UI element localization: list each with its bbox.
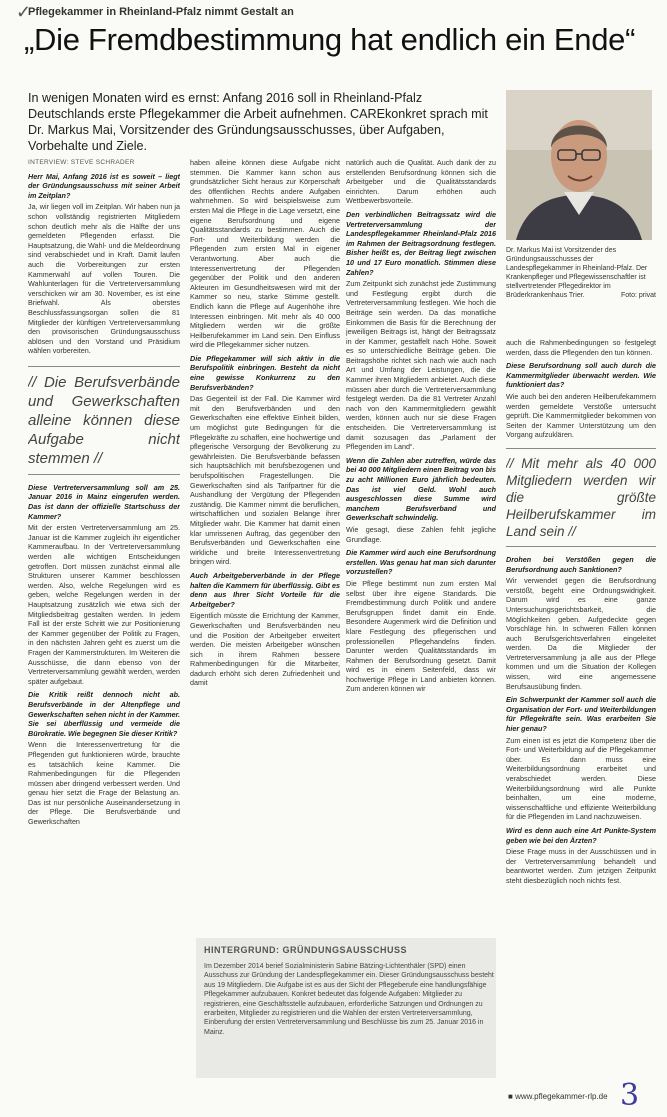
handwritten-check-mark: ✓: [16, 2, 32, 23]
column-3: [346, 158, 496, 928]
kicker: Pflegekammer in Rheinland-Pfalz nimmt Gestalt an: [28, 6, 294, 18]
page-number: 3: [620, 1078, 640, 1113]
answer: Wie gesagt, diese Zahlen fehlt jegliche Grundlage.: [346, 524, 496, 544]
answer: Ja, wir liegen voll im Zeitplan. Wir haben nun ja schon vollständig registrierten Mitgliedern schon deutlich mehr als die Hälfte der uns gemeldeten Pflegenden erfasst. Die Hauptsatzung, die Wahl- und die Meldeordnung sind verabschiedet und in Kraft. Damit laufen auch die Vorbereitungen zur ersten Kammerwahl auf vollen Touren. Die Wahlunterlagen für die Vertreterversammlung verschicken wir am 30. November, es ist eine Briefwahl. Als oberstes Beschlussfassungsorgan sollen die 81 Mitglieder der künftigen Vertreterversammlung den provisorischen Gründungsausschuss ablösen und den Vorstand und Präsidium wählen vorbereiten.: [28, 202, 180, 356]
pull-quote: // Mit mehr als 40 000 Mitgliedern werden wir die größte Heilberufskammer im Land sein //: [506, 455, 656, 539]
question: Drohen bei Verstößen gegen die Berufsordnung auch Sanktionen?: [506, 554, 656, 574]
column-4: [506, 338, 656, 1088]
answer: Wenn die Interessenvertretung für die Pflegenden gut funktionieren würde, brauchte es tatsächlich keine Kammer. Die Rahmenbedingungen für die Pflegenden müssen aber dringend verbessert werden. Und genau hier setzt die Frage der Belastung an. Das ist nur persönliche Auseinandersetzung in der Pflege. Die Berufsverbände und Gewerkschaften: [28, 740, 180, 827]
website-url: www.pflegekammer-rlp.de: [515, 1092, 608, 1101]
pull-quote: // Die Berufsverbände und Gewerkschaften alleine können diese Aufgabe nicht stemmen //: [28, 373, 180, 467]
question: Diese Berufsordnung soll auch durch die Kammermitglieder überwacht werden. Wie funktioniert das?: [506, 361, 656, 390]
answer: haben alleine können diese Aufgabe nicht stemmen. Die Kammer kann schon aus grundsätzlicher Sicht heraus zur Körperschaft des öffentlichen Rechts andere Aufgaben wahrnehmen. So wird beispielsweise zum ersten Mal die Pflege in die Lage versetzt, eine eigene Berufsordnung und eigene Qualitätsstandards zu bestimmen. Auch die Fort- und Weiterbildung werden die Pflegenden zum ersten Mal in eigener Verantwortung. Aber auch die Interessenvertretung der Pflegenden gegenüber der Politik und den anderen Akteuren im Gesundheitswesen wird mit der Kammer so neu, starke Stimme gestellt. Endlich kann die Pflege auf Augenhöhe ihre Interessen einbringen. Mit mehr als 40 000 Mitgliedern werden wir die größte Heilberufekammer im Land sein. Den Einfluss wird die Pflegekammer sicher nutzen.: [190, 158, 340, 350]
question: Den verbindlichen Beitragssatz wird die Vertreterversammlung der Landespflegekammer Rheinland-Pfalz 2016 im Rahmen der Beitragsordnung festlegen. Bisher heißt es, der Beitrag liegt zwischen 10 und 17 Euro monatlich. Stimmen diese Zahlen?: [346, 209, 496, 277]
divider: [506, 546, 656, 547]
divider: [506, 448, 656, 449]
photo-caption: [506, 246, 656, 300]
question: Die Kritik reißt dennoch nicht ab. Berufsverbände in der Altenpflege und Gewerkschaften sehen nicht in der Kammer. Sie sei überflüssig und vermeide die Bürokratie. Wie begegnen Sie dieser Kritik?: [28, 690, 180, 738]
column-2: [190, 158, 340, 928]
portrait-photo: [506, 90, 652, 240]
answer: Das Gegenteil ist der Fall. Die Kammer wird mit den Berufsverbänden und den Gewerkschaften eine effektive Einheit bilden, um möglichst gute Bedingungen für die Pflegekräfte zu schaffen, eine hochwertige und pflegerische Versorgung der Bevölkerung zu gewährleisten. Die Berufsverbände befassen sich hauptsächlich mit berufsbezogenen und berufspolitischen Fragestellungen. Die Gewerkschaften sind als Tarifpartner für die Aushandlung der Vergütung der Pflegenden zuständig. Die Kammer nimmt die beruflichen, wirtschaftlichen und sozialen Belange ihrer Mitglieder wahr. Die Kammer hat damit einen klar umrissenen Auftrag, das gegenüber den Berufsverbänden und Gewerkschaften eine wirkliche und breite Interessenvertretung bringen wird.: [190, 394, 340, 567]
question: Auch Arbeitgeberverbände in der Pflege halten die Kammern für überflüssig. Gibt es denn aus Ihrer Sicht Vorteile für die Arbeitgeber?: [190, 570, 340, 609]
byline: INTERVIEW: STEVE SCHRADER: [28, 159, 135, 166]
answer: Zum einen ist es jetzt die Kompetenz über die Fort- und Weiterbildung auf die Pflegekammer über. Es dann muss eine Weiterbildungsordnung erarbeitet und verabschiedet werden. Diese Weiterbildungsordnung wird alle Punkte beinhalten, um eine moderne, wissenschaftliche und effiziente Weiterbildung für die Pflegenden im Land nachzuweisen.: [506, 735, 656, 822]
question: Ein Schwerpunkt der Kammer soll auch die Organisation der Fort- und Weiterbildungen für Pflegekräfte sein. Was erarbeiten Sie hier genau?: [506, 695, 656, 734]
background-text: Im Dezember 2014 berief Sozialministerin Sabine Bätzing-Lichtenthäler (SPD) einen Ausschuss zur Gründung der Landespflegekammer ein. Dieser Gründungsausschuss besteht aus 19 Mitgliedern. Die Aufgabe ist es aus der Sicht der Pflegeberufe eine handlungsfähige Pflegekammer aufzubauen. Konkret bedeutet das folgende Aufgaben: Mitglieder zu registrieren, eine Geschäftsstelle aufzubauen, erforderliche Satzungen und Ordnungen zu erarbeiten, Mitglieder zu registrieren und die Wahlen der ersten Vertreterversammlung, Einberufung der ersten Vertreterversammlung und Beschlüsse bis zum 25. Januar 2016 in Mainz.: [204, 963, 494, 1036]
background-heading: HINTERGRUND: GRÜNDUNGSAUSSCHUSS: [204, 945, 408, 955]
divider: [28, 474, 180, 475]
question: Herr Mai, Anfang 2016 ist es soweit – liegt der Gründungsausschuss mit seiner Arbeit im Zeitplan?: [28, 171, 180, 200]
answer: Diese Frage muss in der Ausschüssen und in der Vertreterversammlung behandelt und beantwortet werden. Zum jetzigen Zeitpunkt steht diesbezüglich noch nichts fest.: [506, 847, 656, 885]
answer: Mit der ersten Vertreterversammlung am 25. Januar ist die Kammer zugleich ihr eigentlicher Kammeraufbau. In der Vertreterversammlung werden alle wichtigen Entscheidungen getroffen. Dort müssen zunächst einmal alle Strukturen unserer Kammer beschlossen werden. Also, welche Regelungen wird es geben, welche Regelungen werden in der Hauptsatzung zusätzlich wie etwa sich der Mitgliedsbeitrag gestalten werden. In jedem Fall ist der erste Schritt wie zur Positionierung der Kammer gegenüber der Politik zu Fragen, in den nächsten Jahren geht es zuerst um die Fragen der Kammerstrukturen. Im Weiteren die Ausschüsse, die dann ebenso von der Vertreterversammlung gewählt werden, werden später aufgebaut.: [28, 523, 180, 686]
page-title: „Die Fremdbestimmung hat endlich ein Ende“: [24, 22, 636, 57]
question: Diese Vertreterversammlung soll am 25. Januar 2016 in Mainz eingerufen werden. Das ist dann der offizielle Startschuss der Kammer?: [28, 482, 180, 521]
answer: Die Pflege bestimmt nun zum ersten Mal selbst über ihre eigene Standards. Die Fremdbestimmung durch Politik und andere Berufsgruppen findet damit ein Ende. Besondere Augenmerk wird die Definition und klare Festlegung des pflegerischen und professionellen Pflegehandelns finden. Darunter werden Qualitätsstandards im Rahmen der Berufsordnung gesetzt. Damit wird es in einem Seitenfeld, dass wir hochwertige Pflege in Land anbieten können. Zum anderen können wir: [346, 578, 496, 694]
question: Die Kammer wird auch eine Berufsordnung erstellen. Was genau hat man sich darunter vorzustellen?: [346, 548, 496, 577]
answer: Zum Zeitpunkt sich zunächst jede Zustimmung und Festlegung ergibt durch die Vertreterversammlung festlegen. Wie hoch die Beiträge sein werden. Da das monatliche Einkommen die Basis für die Berechnung der jeweiligen Beitrags ist, hängt der Beitragssatz in der Kammer, gestaffelt nach Höhe. Soweit es so unterschiedliche Beiträge geben. Die Beitragshöhe richtet sich nach wie auch nach Art und Umfang der Leistungen, die die Kammer ihren Mitgliedern anbietet. Auch diese müssen aber durch die Vertreterversammlung festgelegt werden. Da die 81 Vertreter Anzahl nach von den Kammermitgliedern gewählt werden, können auch nur sie diese Fragen entscheiden. Die Vertreterversammlung ist damit sozusagen das „Parlament der Pflegenden im Land“.: [346, 279, 496, 452]
photo-credit: Foto: privat: [620, 292, 656, 299]
caption-text: Dr. Markus Mai ist Vorsitzender des Gründungsausschusses der Landespflegekammer in Rheinland-Pfalz. Der Krankenpfleger und Pflegewissenschaftler ist stellvertretender Pflegedirektor im Brüderkrankenhaus Trier.: [506, 247, 648, 299]
divider: [28, 366, 180, 367]
question: Die Pflegekammer will sich aktiv in die Berufspolitik einbringen. Besteht da nicht eine gewisse Konkurrenz zu den Berufsverbänden?: [190, 353, 340, 392]
answer: Wir verwendet gegen die Berufsordnung verstößt, begeht eine Ordnungswidrigkeit. Darum wird es eine ganze Untersuchungsgerichtsbarkeit, die Möglichkeiten geben. Aufgedeckte gegen Vorschläge hin. In schweren Fällen können auch Berufsgerichtsverfahren eingeleitet werden. Da die Mitglieder der Vertreterversammlung ja alle aus der Pflege kommen und um die Situation der Kollegen wissen, wird eine angemessene Berufsausübung finden.: [506, 576, 656, 691]
answer: Eigentlich müsste die Errichtung der Kammer, Gewerkschaften und Berufsverbänden neu und die Position der Arbeitgeber erweitert werden. Die meisten Arbeitgeber wünschen sich in ihrem Rahmen bessere Rahmenbedingungen für die Mitarbeiter, dadurch erhöht sich deren Zufriedenheit und damit: [190, 611, 340, 688]
question: Wenn die Zahlen aber zutreffen, würde das bei 40 000 Mitgliedern einen Beitrag von bis zu acht Millionen Euro jährlich bedeuten. Das ist viel Geld. Wohl auch ausgeschlossen diese Summe wird manchem Berufsverband und Gewerkschaft schwindelig.: [346, 455, 496, 523]
answer: auch die Rahmenbedingungen so festgelegt werden, dass die Pflegenden den tun können.: [506, 338, 656, 357]
lead-paragraph: In wenigen Monaten wird es ernst: Anfang 2016 soll in Rheinland-Pfalz Deutschlands erste Pflegekammer die Arbeit aufnehmen. CAREkonkret sprach mit Dr. Markus Mai, Vorsitzender des Gründungsausschusses, über Aufgaben, Vorbehalte und Ziele.: [28, 91, 488, 153]
square-bullet-icon: ■: [508, 1092, 516, 1101]
answer: Wie auch bei den anderen Heilberufekammern werden gemeldete Verstöße untersucht geprüft. Die Kammermitglieder bekommen von Seiten der Kammer Unterstützung um den Vorgang aufzuklären.: [506, 391, 656, 440]
website-link[interactable]: [508, 1092, 608, 1101]
column-1: [28, 158, 180, 1090]
answer: natürlich auch die Qualität. Auch dank der zu erstellenden Berufsordnung können sich die Arbeitgeber und die Qualitätsstandards einrichten. Darum erhöhen auch Wettbewerbsvorteile.: [346, 158, 496, 206]
question: Wird es denn auch eine Art Punkte-System geben wie bei den Ärzten?: [506, 825, 656, 845]
